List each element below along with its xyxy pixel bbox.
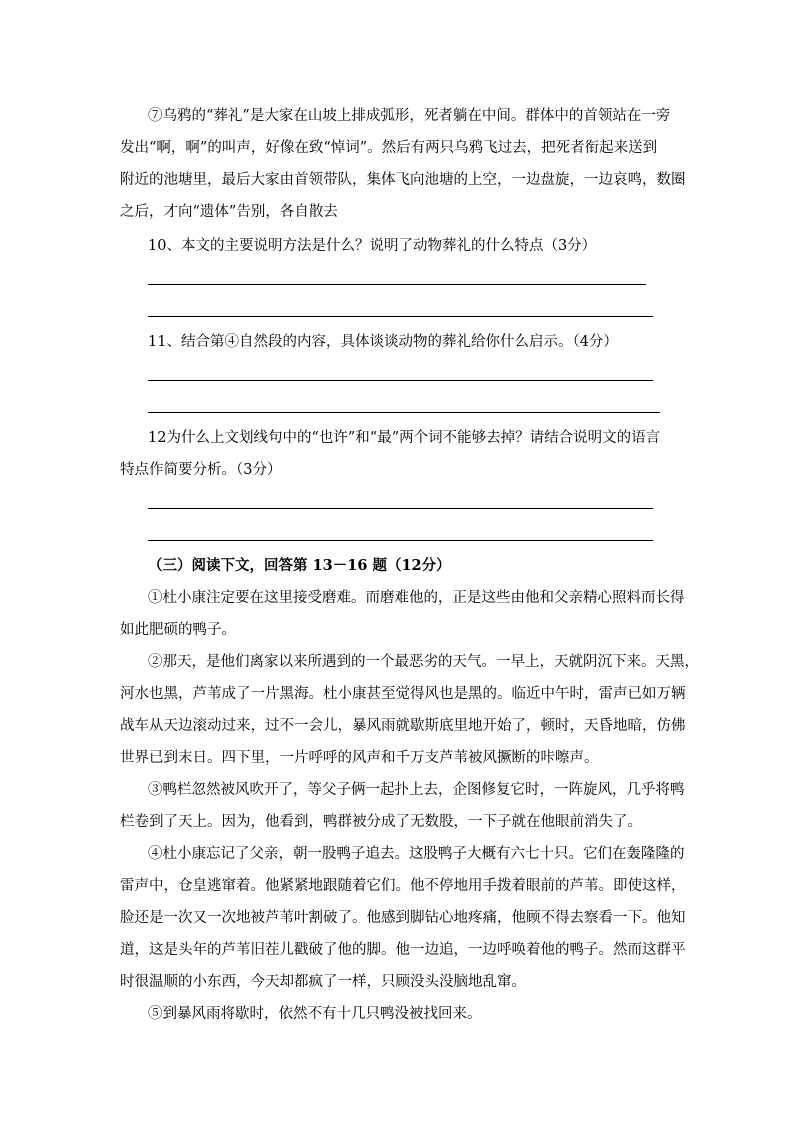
para7-line-3: 附近的池塘里，最后大家由首领带队，集体飞向池塘的上空，一边盘旋，一边哀鸣，数圈 [120, 172, 686, 188]
section-3-heading: （三）阅读下文，回答第 13－16 题（12分） [148, 557, 451, 574]
answer-line-q12-1[interactable] [148, 508, 653, 509]
answer-line-q10-2[interactable] [148, 316, 653, 317]
p1-line-2: 如此肥硕的鸭子。 [120, 622, 236, 638]
p4-line-3: 脸还是一次又一次地被芦苇叶割破了。他感到脚钻心地疼痛，他顾不得去察看一下。他知 [120, 910, 686, 926]
p4-line-2: 雷声中，仓皇逃窜着。他紧紧地跟随着它们。他不停地用手拨着眼前的芦苇。即使这样， [120, 878, 686, 894]
p2-line-3: 战车从天边滚动过来，过不一会儿，暴风雨就歇斯底里地开始了，顿时，天昏地暗，仿佛 [120, 718, 686, 734]
question-12-line-2: 特点作简要分析。（3分） [120, 462, 282, 478]
answer-line-q10-1[interactable] [148, 284, 646, 285]
answer-line-q12-2[interactable] [148, 540, 653, 541]
p2-line-4: 世界已到末日。四下里，一片呼呼的风声和千万支芦苇被风撅断的咔嚓声。 [120, 750, 599, 766]
para7-line-1: ⑦乌鸦的“葬礼”是大家在山坡上排成弧形，死者躺在中间。群体中的首领站在一旁 [148, 108, 671, 124]
question-12-line-1: 12为什么上文划线句中的“也许”和“最”两个词不能够去掉？请结合说明文的语言 [148, 430, 661, 446]
p5-line-1: ⑤到暴风雨将歇时，依然不有十几只鸭没被找回来。 [148, 1006, 482, 1022]
p2-line-2: 河水也黑，芦苇成了一片黑海。杜小康甚至觉得风也是黑的。临近中午时，雷声已如万辆 [120, 686, 686, 702]
p3-line-2: 栏卷到了天上。因为，他看到，鸭群被分成了无数股，一下子就在他眼前消失了。 [120, 814, 642, 830]
question-11: 11、结合第④自然段的内容，具体谈谈动物的葬礼给你什么启示。（4分） [148, 334, 618, 350]
para7-line-2: 发出“啊，啊”的叫声，好像在致“悼词”。然后有两只乌鸦飞过去，把死者衔起来送到 [120, 140, 658, 156]
p1-line-1: ①杜小康注定要在这里接受磨难。而磨难他的，正是这些由他和父亲精心照料而长得 [148, 590, 685, 606]
question-10: 10、本文的主要说明方法是什么？说明了动物葬礼的什么特点（3分） [148, 238, 597, 254]
answer-line-q11-1[interactable] [148, 380, 653, 381]
p3-line-1: ③鸭栏忽然被风吹开了，等父子俩一起扑上去，企图修复它时，一阵旋风，几乎将鸭 [148, 782, 685, 798]
p4-line-4: 道，这是头年的芦苇旧茬儿戳破了他的脚。他一边追，一边呼唤着他的鸭子。然而这群平 [120, 942, 686, 958]
answer-line-q11-2[interactable] [148, 412, 660, 413]
p2-line-1: ②那天，是他们离家以来所遇到的一个最恶劣的天气。一早上，天就阴沉下来。天黑， [148, 654, 699, 670]
para7-line-4: 之后，才向“遗体”告别，各自散去 [120, 204, 338, 220]
p4-line-1: ④杜小康忘记了父亲，朝一股鸭子追去。这股鸭子大概有六七十只。它们在轰隆隆的 [148, 846, 685, 862]
p4-line-5: 时很温顺的小东西，今天却都疯了一样，只顾没头没脑地乱窜。 [120, 974, 526, 990]
